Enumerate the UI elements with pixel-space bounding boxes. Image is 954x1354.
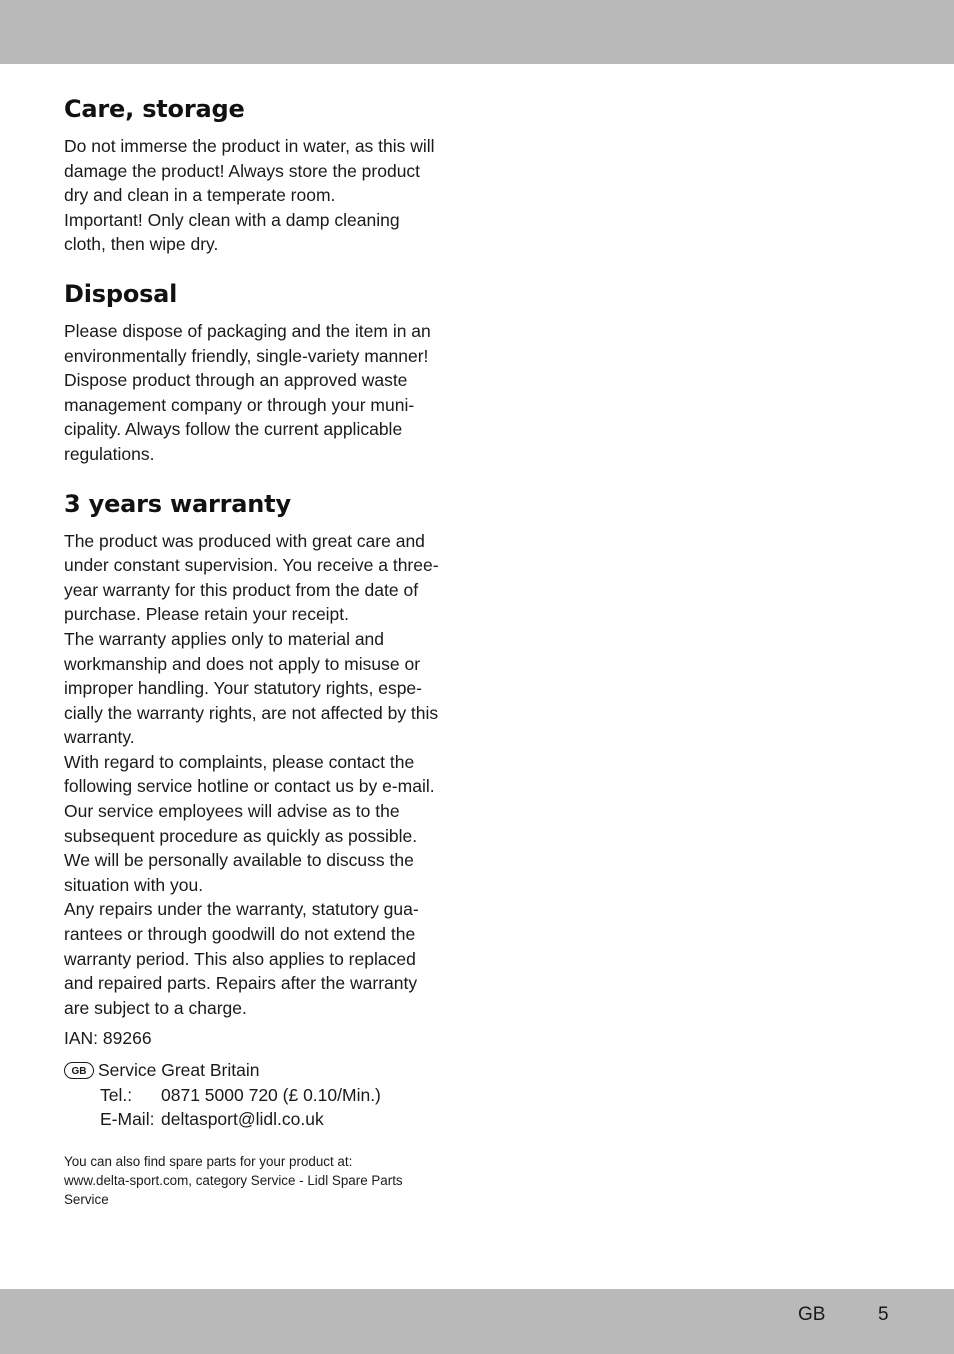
text-line: Our service employees will advise as to the <box>64 801 400 822</box>
text-line: are subject to a charge. <box>64 997 247 1018</box>
text-line: cially the warranty rights, are not affected by this <box>64 702 439 723</box>
text-line: damage the product! Always store the product <box>64 160 421 181</box>
text-line: following service hotline or contact us by e-mail. <box>64 776 435 797</box>
text-line: environmentally friendly, single-variety manner! <box>64 345 429 366</box>
service-contact <box>64 1058 456 1132</box>
disposal-heading: Disposal <box>64 279 178 308</box>
text-line: The warranty applies only to material and <box>64 628 385 649</box>
text-line: dry and clean in a temperate room. <box>64 185 336 206</box>
text-line: rantees or through goodwill do not extend the <box>64 924 416 945</box>
care-text <box>64 134 456 257</box>
page-number: 5 <box>878 1304 889 1325</box>
text-line: Do not immerse the product in water, as this will <box>64 136 435 156</box>
text-line: management company or through your muni- <box>64 394 415 415</box>
text-line: warranty period. This also applies to replaced <box>64 948 416 969</box>
text-line: purchase. Please retain your receipt. <box>64 604 350 625</box>
text-line: under constant supervision. You receive a three- <box>64 555 439 576</box>
text-line: year warranty for this product from the date of <box>64 579 419 600</box>
text-line: and repaired parts. Repairs after the warranty <box>64 973 418 994</box>
content-column <box>64 92 456 1209</box>
text-line: We will be personally available to discuss the <box>64 850 414 871</box>
text-line: Any repairs under the warranty, statutory gua- <box>64 899 419 920</box>
footer-language: GB <box>798 1304 826 1325</box>
email-label: E-Mail: <box>100 1109 155 1130</box>
text-line: The product was produced with great care and <box>64 530 425 551</box>
text-line: improper handling. Your statutory rights, espe- <box>64 678 422 699</box>
warranty-text <box>64 529 456 1021</box>
text-line: warranty. <box>64 727 135 748</box>
spare-parts-note <box>64 1152 456 1210</box>
text-line: With regard to complaints, please contact the <box>64 751 415 772</box>
text-line: Please dispose of packaging and the item in an <box>64 320 431 341</box>
text-line: Important! Only clean with a damp cleaning <box>64 209 400 230</box>
care-heading: Care, storage <box>64 95 245 123</box>
text-line: situation with you. <box>64 874 204 895</box>
tel-value: 0871 5000 720 (£ 0.10/Min.) <box>161 1084 381 1105</box>
disposal-text <box>64 319 456 467</box>
text-line: cipality. Always follow the current applicable <box>64 419 403 440</box>
text-line: www.delta-sport.com, category Service - Lidl Spare Parts <box>64 1172 403 1188</box>
ian-number: IAN: 89266 <box>64 1028 152 1049</box>
text-line: cloth, then wipe dry. <box>64 234 219 255</box>
text-line: Dispose product through an approved waste <box>64 370 408 391</box>
text-line: workmanship and does not apply to misuse or <box>64 653 421 674</box>
tel-label: Tel.: <box>100 1084 133 1105</box>
text-line: regulations. <box>64 443 155 464</box>
service-name: Service Great Britain <box>98 1060 260 1080</box>
warranty-heading: 3 years warranty <box>64 489 291 518</box>
gb-country-badge-icon: GB <box>64 1062 94 1079</box>
header-band <box>0 0 954 64</box>
email-value: deltasport@lidl.co.uk <box>161 1109 324 1130</box>
text-line: subsequent procedure as quickly as possible. <box>64 825 418 846</box>
text-line: You can also find spare parts for your product at: <box>64 1153 353 1169</box>
text-line: Service <box>64 1192 109 1208</box>
